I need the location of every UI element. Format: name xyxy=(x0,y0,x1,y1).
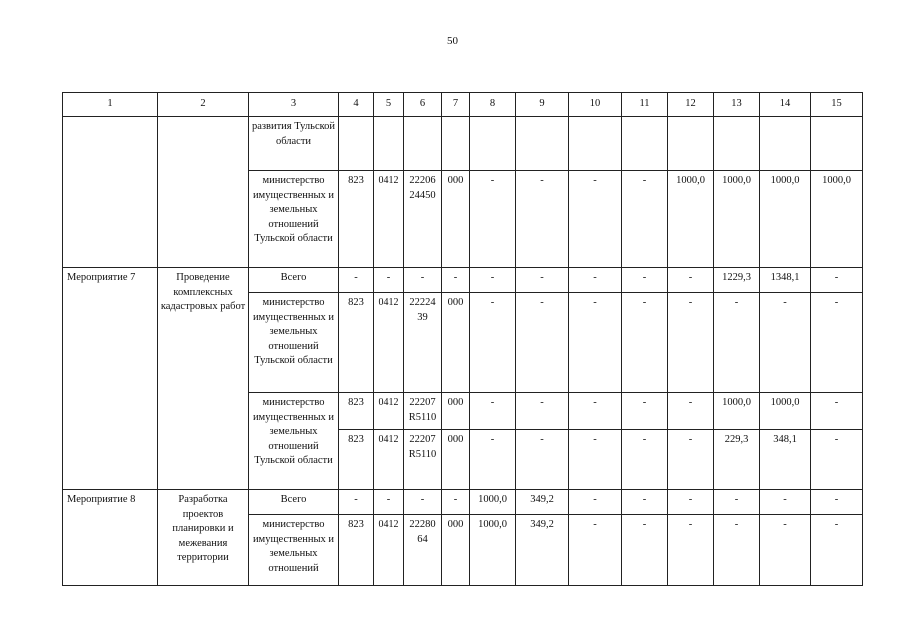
value-cell: 229,3 xyxy=(714,430,760,490)
event-description xyxy=(158,117,249,268)
header-cell: 9 xyxy=(516,93,569,117)
value-cell: 348,1 xyxy=(760,430,811,490)
header-cell: 15 xyxy=(811,93,863,117)
value-cell: - xyxy=(442,490,470,515)
value-cell: 823 xyxy=(339,393,374,430)
value-cell: - xyxy=(470,430,516,490)
value-cell: 000 xyxy=(442,393,470,430)
value-cell: 1000,0 xyxy=(668,171,714,268)
header-row xyxy=(63,93,863,117)
value-cell: - xyxy=(516,293,569,393)
value-cell: - xyxy=(622,171,668,268)
value-cell: - xyxy=(516,393,569,430)
value-cell: - xyxy=(811,490,863,515)
value-cell: 823 xyxy=(339,293,374,393)
table-row xyxy=(63,490,863,515)
executor-cell: Всего xyxy=(249,268,339,293)
header-cell: 4 xyxy=(339,93,374,117)
value-cell: - xyxy=(668,490,714,515)
value-cell: 1000,0 xyxy=(470,490,516,515)
value-cell: 22280 64 xyxy=(404,515,442,586)
value-cell: - xyxy=(714,293,760,393)
value-cell: - xyxy=(668,268,714,293)
value-cell: - xyxy=(668,430,714,490)
value-cell: - xyxy=(442,268,470,293)
value-cell: - xyxy=(811,515,863,586)
value-cell: - xyxy=(516,171,569,268)
value-cell: - xyxy=(760,490,811,515)
value-cell: - xyxy=(622,393,668,430)
value-cell: - xyxy=(668,393,714,430)
executor-cell: Всего xyxy=(249,490,339,515)
value-cell: - xyxy=(622,430,668,490)
value-cell: 0412 xyxy=(374,293,404,393)
header-cell: 8 xyxy=(470,93,516,117)
value-cell: 0412 xyxy=(374,393,404,430)
header-cell: 2 xyxy=(158,93,249,117)
value-cell: 1000,0 xyxy=(714,171,760,268)
executor-cell: министерство имущественных и земельных отношений Тульской области xyxy=(249,171,339,268)
value-cell: - xyxy=(339,490,374,515)
value-cell: 1348,1 xyxy=(760,268,811,293)
value-cell: - xyxy=(569,393,622,430)
value-cell: - xyxy=(374,268,404,293)
value-cell: - xyxy=(569,171,622,268)
table-row xyxy=(63,117,863,171)
value-cell: - xyxy=(339,268,374,293)
value-cell: 000 xyxy=(442,171,470,268)
value-cell: - xyxy=(404,268,442,293)
executor-cell: министерство имущественных и земельных отношений xyxy=(249,515,339,586)
value-cell: - xyxy=(569,293,622,393)
value-cell: - xyxy=(811,393,863,430)
value-cell: 1000,0 xyxy=(470,515,516,586)
value-cell: 22207 R5110 xyxy=(404,430,442,490)
value-cell: 0412 xyxy=(374,515,404,586)
value-cell: - xyxy=(516,430,569,490)
header-cell: 5 xyxy=(374,93,404,117)
value-cell: - xyxy=(811,293,863,393)
value-cell: - xyxy=(470,293,516,393)
value-cell: 823 xyxy=(339,515,374,586)
page-number: 50 xyxy=(447,35,458,47)
value-cell: - xyxy=(714,515,760,586)
value-cell: - xyxy=(404,490,442,515)
value-cell: 22207 R5110 xyxy=(404,393,442,430)
header-cell: 14 xyxy=(760,93,811,117)
value-cell: - xyxy=(668,293,714,393)
value-cell: - xyxy=(668,515,714,586)
value-cell: 0412 xyxy=(374,171,404,268)
value-cell: 349,2 xyxy=(516,515,569,586)
value-cell: - xyxy=(470,268,516,293)
value-cell: - xyxy=(760,515,811,586)
event-label: Мероприятие 7 xyxy=(63,268,158,490)
value-cell: 1000,0 xyxy=(760,393,811,430)
value-cell: 1000,0 xyxy=(714,393,760,430)
value-cell: 349,2 xyxy=(516,490,569,515)
header-cell: 7 xyxy=(442,93,470,117)
value-cell: 22206 24450 xyxy=(404,171,442,268)
value-cell: - xyxy=(569,430,622,490)
value-cell: - xyxy=(622,293,668,393)
value-cell: - xyxy=(622,515,668,586)
value-cell: 000 xyxy=(442,515,470,586)
header-cell: 11 xyxy=(622,93,668,117)
value-cell: - xyxy=(470,393,516,430)
value-cell: 000 xyxy=(442,293,470,393)
value-cell: - xyxy=(811,268,863,293)
value-cell: 000 xyxy=(442,430,470,490)
value-cell: - xyxy=(569,268,622,293)
budget-table xyxy=(62,92,863,586)
value-cell: - xyxy=(760,293,811,393)
header-cell: 6 xyxy=(404,93,442,117)
header-cell: 13 xyxy=(714,93,760,117)
value-cell: 823 xyxy=(339,171,374,268)
header-cell: 10 xyxy=(569,93,622,117)
header-cell: 1 xyxy=(63,93,158,117)
header-cell: 12 xyxy=(668,93,714,117)
value-cell: 823 xyxy=(339,430,374,490)
event-description: Разработка проектов планировки и межевания территории xyxy=(158,490,249,586)
value-cell: - xyxy=(811,430,863,490)
event-cell xyxy=(63,117,158,268)
value-cell: - xyxy=(714,490,760,515)
value-cell: - xyxy=(569,490,622,515)
value-cell: 0412 xyxy=(374,430,404,490)
value-cell: - xyxy=(622,268,668,293)
value-cell: - xyxy=(470,171,516,268)
value-cell: 1000,0 xyxy=(760,171,811,268)
value-cell: - xyxy=(516,268,569,293)
value-cell: - xyxy=(622,490,668,515)
event-description: Проведение комплексных кадастровых работ xyxy=(158,268,249,490)
executor-cell: министерство имущественных и земельных отношений Тульской области xyxy=(249,293,339,393)
value-cell: 1229,3 xyxy=(714,268,760,293)
header-cell: 3 xyxy=(249,93,339,117)
table-row xyxy=(63,268,863,293)
executor-cell: министерство имущественных и земельных отношений Тульской области xyxy=(249,393,339,490)
executor-cell: развития Тульской области xyxy=(249,117,339,171)
value-cell: 1000,0 xyxy=(811,171,863,268)
value-cell: 22224 39 xyxy=(404,293,442,393)
event-label: Мероприятие 8 xyxy=(63,490,158,586)
value-cell: - xyxy=(374,490,404,515)
value-cell: - xyxy=(569,515,622,586)
